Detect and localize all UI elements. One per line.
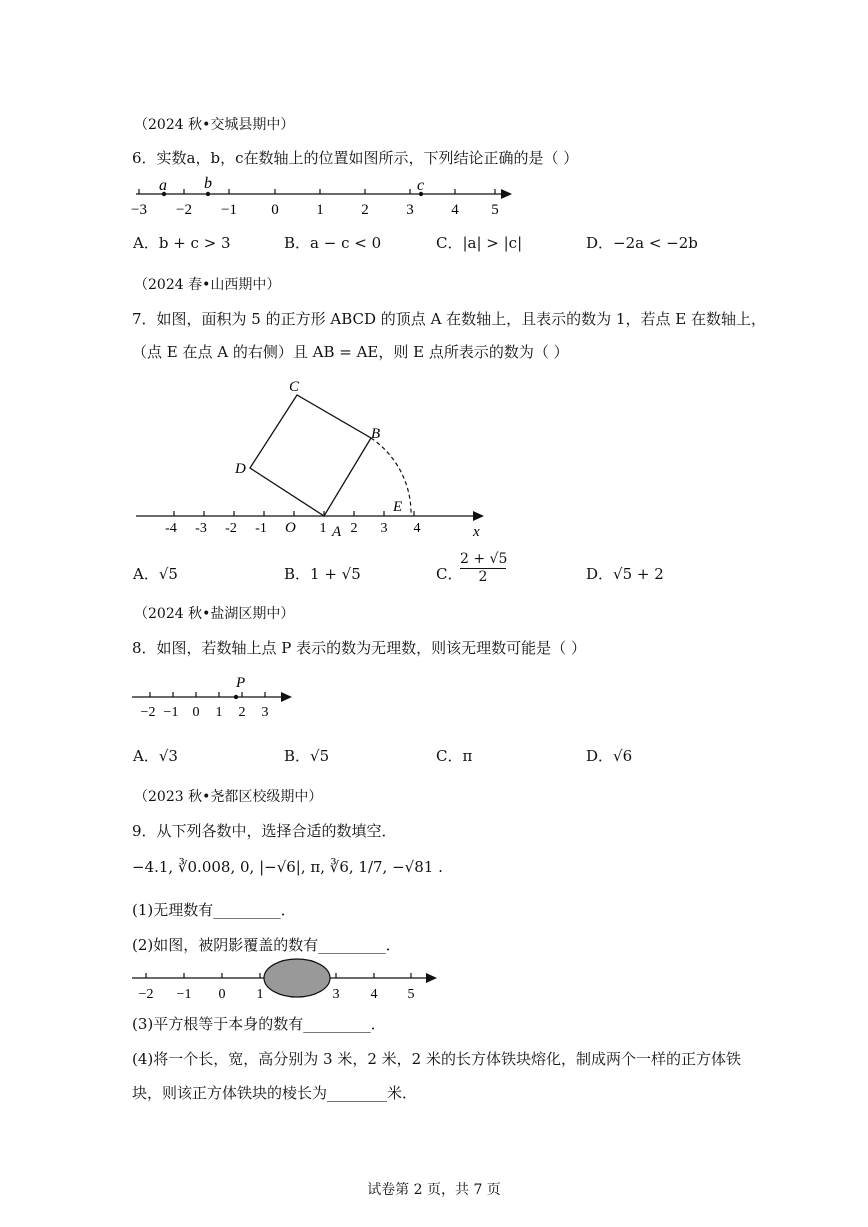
dashed-arc [371,438,411,516]
label-D: D [235,461,246,477]
tick-label: 0 [271,202,279,218]
q7-square-diagram [128,372,498,547]
fraction-denominator: 2 [478,569,488,585]
tick-label: −3 [131,202,147,218]
q8-source: （2024 秋•盐湖区期中） [134,606,295,622]
q7-option-c-fraction [460,551,506,585]
tick-label: -3 [195,521,207,536]
q7-option-b: B．1 + √5 [284,565,361,583]
fraction-numerator: 2 + √5 [460,551,508,567]
q9-source: （2023 秋•尧都区校级期中） [134,789,323,805]
tick-label: 4 [451,202,459,218]
q7-option-c: C． [436,565,463,583]
q6-source: （2024 秋•交城县期中） [134,117,295,133]
tick-label: 1 [256,987,264,1002]
q9-part4-line1: (4)将一个长，宽，高分别为 3 米，2 米，2 米的长方体铁块熔化，制成两个一样的正方体铁 [132,1050,741,1068]
q9-part1: (1)无理数有_________． [132,901,296,919]
label-C: C [289,379,300,395]
q6-number-line [126,172,526,222]
q9-part4-line2: 块，则该正方体铁块的棱长为________米． [132,1084,418,1102]
tick-label: 4 [370,987,378,1002]
tick-label: 1 [316,202,324,218]
label-b: b [204,175,212,192]
q8-stem: 8．如图，若数轴上点 P 表示的数为无理数，则该无理数可能是（ ） [132,639,586,657]
tick-label: 5 [491,202,499,218]
point-b [206,192,210,196]
tick-label: −1 [176,987,192,1002]
q6-option-c: C．|a| > |c| [436,234,523,252]
q9-stem: 9．从下列各数中，选择合适的数填空． [132,822,397,840]
q6-stem: 6．实数a，b，c在数轴上的位置如图所示，下列结论正确的是（ ） [132,149,579,167]
label-P: P [236,675,246,691]
tick-label: 3 [332,987,340,1002]
tick-label: 3 [261,705,269,720]
label-c: c [417,177,425,194]
q7-option-d: D．√5 + 2 [586,565,664,583]
point-p [234,695,238,699]
q8-number-line [126,672,301,722]
q6-option-d: D．−2a < −2b [586,234,698,252]
q9-part2: (2)如图，被阴影覆盖的数有_________． [132,936,401,954]
tick-label: -2 [225,521,237,536]
tick-label: −2 [140,705,156,720]
axis-var-x: x [473,524,480,540]
tick-label: 4 [413,521,421,536]
q7-stem-line2: （点 E 在点 A 的右侧）且 AB = AE，则 E 点所表示的数为（ ） [132,343,569,361]
tick-label: −2 [176,202,192,218]
q7-stem-line1: 7．如图，面积为 5 的正方形 ABCD 的顶点 A 在数轴上，且表示的数为 1，若点 E 在数轴上， [132,310,766,328]
tick-label: 0 [218,987,226,1002]
tick-label: 5 [407,987,415,1002]
q9-number-line [126,956,446,1006]
label-a: a [159,177,167,194]
tick-label: 0 [192,705,200,720]
tick-label: 1 [215,705,223,720]
q7-source: （2024 春•山西期中） [134,277,281,293]
tick-label: 2 [350,521,358,536]
q8-option-b: B．√5 [284,747,330,765]
q8-option-d: D．√6 [586,747,633,765]
tick-label: -4 [165,521,177,536]
shaded-ellipse [264,959,330,997]
q9-numbers: −4.1, ∛0.008, 0, |−√6|, π, ∛6, 1/7, −√81 . [132,858,443,876]
q8-option-c: C．π [436,747,473,765]
q6-option-a: A．b + c > 3 [133,234,231,252]
q7-option-a: A．√5 [133,565,178,583]
tick-label: 3 [406,202,414,218]
tick-label: 2 [238,705,246,720]
tick-label: -1 [255,521,267,536]
q9-part3: (3)平方根等于本身的数有_________． [132,1015,386,1033]
q6-option-b: B．a − c < 0 [284,234,382,252]
tick-label: 1 [319,521,327,536]
label-B: B [371,426,381,442]
origin-label: O [285,520,296,536]
q8-option-a: A．√3 [133,747,178,765]
tick-label: 2 [361,202,369,218]
label-A: A [332,524,342,540]
label-E: E [393,499,403,515]
page-footer: 试卷第 2 页，共 7 页 [367,1182,501,1198]
square-abcd [250,395,371,516]
tick-label: −2 [138,987,154,1002]
tick-label: −1 [163,705,179,720]
tick-label: −1 [221,202,237,218]
tick-label: 3 [380,521,388,536]
